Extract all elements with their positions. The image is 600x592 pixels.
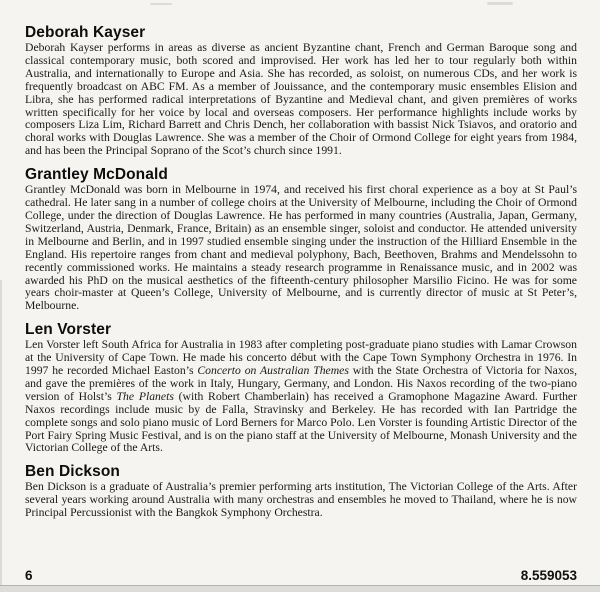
scan-smudge	[150, 3, 172, 5]
section-heading-deborah-kayser: Deborah Kayser	[25, 24, 146, 41]
section-heading-len-vorster: Len Vorster	[25, 321, 112, 339]
section-deborah-kayser	[25, 24, 577, 158]
bio-paragraph-len-vorster: Len Vorster left South Africa for Australia in 1983 after completing post-graduate piano studies with Lamar Crowson at the University of Cape Town. He made his concerto début with the Cape Town Symphony Orchestra in 1976. In 1997 he recorded Michael Easton’s Concerto on Australian Themes with the State Orchestra of Victoria for Naxos, and gave the premières of the work in Italy, Hungary, Germany, and London. His Naxos recording of the two-piano version of Holst’s The Planets (with Robert Chamberlain) has received a Gramophone Magazine Award. Further Naxos recordings include music by de Falla, Stravinsky and Berkeley. He has recorded with Ian Partridge the complete songs and solo piano music of Lord Berners for Marco Polo. Len Vorster is founding Artistic Director of the Port Fairy Spring Music Festival, and is on the piano staff at the University of Melbourne, Monash University and the Victorian College of the Arts.	[25, 338, 577, 455]
scan-smudge	[487, 2, 513, 5]
page-number: 6	[25, 568, 33, 583]
section-grantley-mcdonald	[25, 166, 577, 313]
section-heading-ben-dickson: Ben Dickson	[25, 463, 120, 481]
catalog-number: 8.559053	[520, 568, 577, 583]
bio-paragraph-grantley-mcdonald: Grantley McDonald was born in Melbourne in 1974, and received his first choral experience as a boy at St Paul’s cathedral. He later sang in a number of college choirs at the University of Melbourne, including the Choir of Ormond College, under the direction of Douglas Lawrence. He has performed in many countries (Australia, Japan, Germany, Switzerland, Austria, Denmark, France, Britain) as an ensemble singer, soloist and conductor. He attended university in Melbourne and Berlin, and in 1997 studied ensemble singing under the instruction of the Hilliard Ensemble in the England. His repertoire ranges from chant and medieval polyphony, Bach, Beethoven, Brahms and Mendelssohn to recently commissioned works. He maintains a steady research programme in Renaissance music, and in 2002 was awarded his PhD on the musical aesthetics of the fifteenth-century philosopher Marsilio Ficino. He was for some years choir-master at Queen’s College, University of Melbourne, and is currently director of music at St Peter’s, Melbourne.	[25, 183, 577, 313]
bio-paragraph-deborah-kayser: Deborah Kayser performs in areas as diverse as ancient Byzantine chant, French and German Baroque song and classical contemporary music, both scored and improvised. Her work has led her to tour regularly both within Australia, and internationally to Europe and Asia. She has recorded, as soloist, on numerous CDs, and her work is frequently broadcast on ABC FM. As a member of Jouissance, and the contemporary music ensembles Elision and Libra, she has performed radical interpretations of Byzantine and Medieval chant, and given premières of works written specifically for her voice by local and overseas composers. Her performance highlights include works by composers Liza Lim, Richard Barrett and Chris Dench, her collaboration with bassist Nick Tsiavos, and oratorio and choral works with Douglas Lawrence. She was a member of the Choir of Ormond College for eight years from 1984, and has been the Principal Soprano of the Scot’s church since 1991.	[25, 41, 577, 158]
section-ben-dickson	[25, 463, 577, 520]
biographies-content	[25, 24, 577, 520]
section-heading-grantley-mcdonald: Grantley McDonald	[25, 166, 168, 184]
scan-left-edge	[0, 280, 2, 592]
section-len-vorster	[25, 321, 577, 455]
bio-paragraph-ben-dickson: Ben Dickson is a graduate of Australia’s premier performing arts institution, The Victorian College of the Arts. After several years working around Australia with many orchestras and ensembles he moved to Thailand, where he is now Principal Percussionist with the Bangkok Symphony Orchestra.	[25, 480, 577, 520]
scan-bottom-edge	[0, 585, 600, 592]
